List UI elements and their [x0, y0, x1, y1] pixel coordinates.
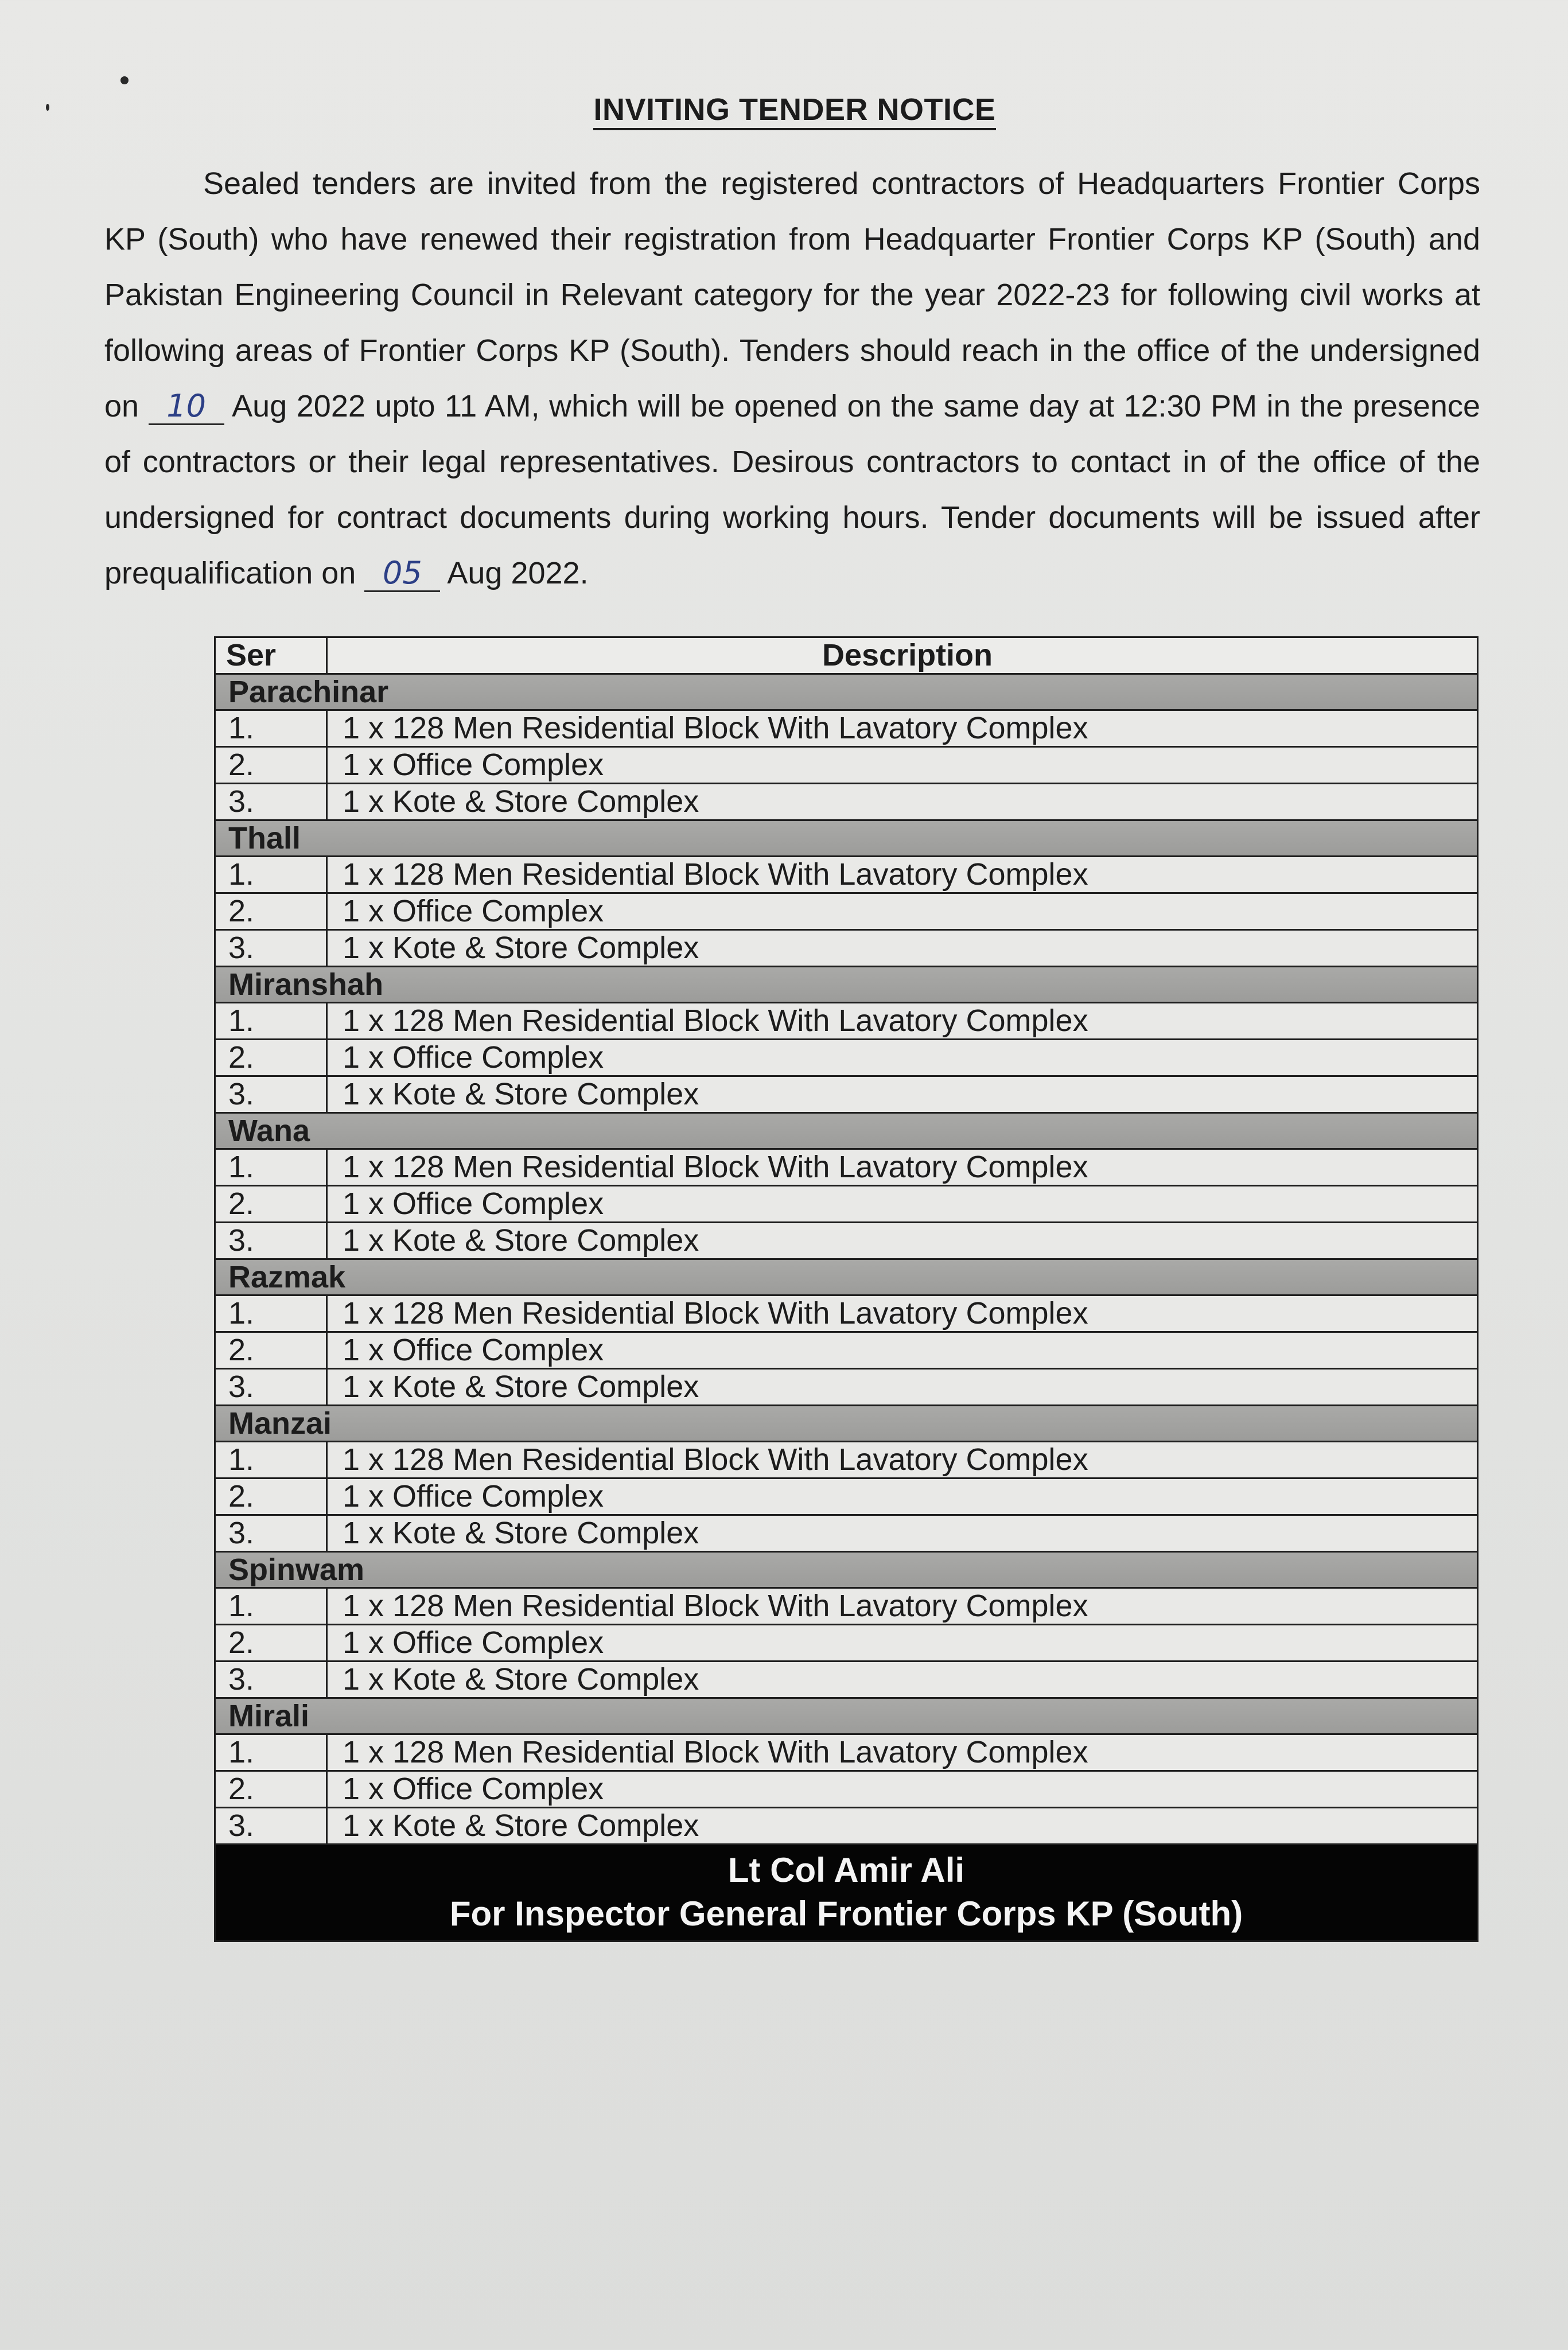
table-row: [215, 1076, 1478, 1113]
para-intro: Sealed tenders are invited from the registered contractors of Headquarters Frontier Corps KP (South) who have renewed their registration from Headquarter Frontier Corps KP (South) and Pakistan Engineering Council in Relevant category for the year 2022-23 for following civil works at following areas of Frontier Corps KP (South). Tenders should reach in the office of the undersigned on: [104, 166, 1480, 423]
row-description: 1 x Kote & Store Complex: [327, 784, 1478, 820]
location-group-row: [215, 1406, 1478, 1442]
location-name: Spinwam: [215, 1552, 1478, 1588]
table-row: [215, 1734, 1478, 1771]
row-ser: 1.: [215, 1442, 327, 1479]
row-description: 1 x Office Complex: [327, 1771, 1478, 1808]
table-row: [215, 1479, 1478, 1515]
table-row: [215, 1662, 1478, 1698]
row-ser: 2.: [215, 1040, 327, 1076]
row-description: 1 x 128 Men Residential Block With Lavatory Complex: [327, 1588, 1478, 1625]
row-description: 1 x 128 Men Residential Block With Lavatory Complex: [327, 1295, 1478, 1332]
row-description: 1 x 128 Men Residential Block With Lavatory Complex: [327, 1149, 1478, 1186]
row-ser: 1.: [215, 857, 327, 893]
table-row: [215, 893, 1478, 930]
table-row: [215, 1588, 1478, 1625]
works-table: [214, 636, 1478, 1942]
row-ser: 2.: [215, 1771, 327, 1808]
row-description: 1 x Kote & Store Complex: [327, 930, 1478, 967]
row-ser: 2.: [215, 1625, 327, 1662]
notice-paragraph: [104, 156, 1480, 601]
table-row: [215, 1295, 1478, 1332]
row-description: 1 x 128 Men Residential Block With Lavatory Complex: [327, 1734, 1478, 1771]
location-group-row: [215, 820, 1478, 857]
row-ser: 3.: [215, 1223, 327, 1259]
table-row: [215, 1442, 1478, 1479]
row-description: 1 x Office Complex: [327, 747, 1478, 784]
row-description: 1 x 128 Men Residential Block With Lavatory Complex: [327, 1442, 1478, 1479]
table-row: [215, 1515, 1478, 1552]
row-ser: 2.: [215, 1479, 327, 1515]
row-ser: 3.: [215, 930, 327, 967]
row-ser: 2.: [215, 1332, 327, 1369]
table-row: [215, 930, 1478, 967]
row-description: 1 x 128 Men Residential Block With Lavatory Complex: [327, 710, 1478, 747]
table-row: [215, 1332, 1478, 1369]
table-row: [215, 1625, 1478, 1662]
location-name: Mirali: [215, 1698, 1478, 1734]
location-group-row: [215, 1552, 1478, 1588]
table-row: [215, 747, 1478, 784]
notice-title: [0, 92, 1568, 127]
row-description: 1 x Kote & Store Complex: [327, 1515, 1478, 1552]
row-description: 1 x 128 Men Residential Block With Lavatory Complex: [327, 857, 1478, 893]
location-name: Thall: [215, 820, 1478, 857]
row-description: 1 x Office Complex: [327, 893, 1478, 930]
row-description: 1 x Kote & Store Complex: [327, 1223, 1478, 1259]
location-group-row: [215, 1698, 1478, 1734]
location-group-row: [215, 1113, 1478, 1149]
para-end: Aug 2022.: [447, 556, 589, 590]
table-row: [215, 1040, 1478, 1076]
signature-row: [215, 1845, 1478, 1942]
location-name: Wana: [215, 1113, 1478, 1149]
table-row: [215, 857, 1478, 893]
row-description: 1 x Office Complex: [327, 1186, 1478, 1223]
table-row: [215, 1808, 1478, 1845]
location-group-row: [215, 674, 1478, 710]
row-description: 1 x Kote & Store Complex: [327, 1076, 1478, 1113]
row-ser: 2.: [215, 747, 327, 784]
row-ser: 1.: [215, 1588, 327, 1625]
row-ser: 1.: [215, 710, 327, 747]
table-row: [215, 784, 1478, 820]
header-description: Description: [327, 637, 1478, 674]
location-group-row: [215, 967, 1478, 1003]
row-description: 1 x 128 Men Residential Block With Lavatory Complex: [327, 1003, 1478, 1040]
row-description: 1 x Kote & Store Complex: [327, 1369, 1478, 1406]
handwritten-prequal-date: 05: [364, 556, 440, 592]
table-body: [215, 674, 1478, 1845]
row-ser: 3.: [215, 1369, 327, 1406]
location-name: Manzai: [215, 1406, 1478, 1442]
location-name: Razmak: [215, 1259, 1478, 1295]
row-ser: 1.: [215, 1295, 327, 1332]
location-name: Parachinar: [215, 674, 1478, 710]
row-description: 1 x Office Complex: [327, 1332, 1478, 1369]
row-ser: 1.: [215, 1003, 327, 1040]
row-ser: 1.: [215, 1149, 327, 1186]
paper-speck: [120, 76, 129, 84]
table-header-row: [215, 637, 1478, 674]
table-row: [215, 1223, 1478, 1259]
para-middle: Aug 2022 upto 11 AM, which will be opened on the same day at 12:30 PM in the presence of contractors or their legal representatives. Desirous contractors to contact in of the office of the undersigned for contract documents during working hours. Tender documents will be issued after prequalification on: [104, 389, 1480, 590]
row-ser: 3.: [215, 1662, 327, 1698]
row-description: 1 x Office Complex: [327, 1479, 1478, 1515]
signature-name: Lt Col Amir Ali: [727, 1851, 965, 1889]
table-row: [215, 710, 1478, 747]
header-ser: Ser: [215, 637, 327, 674]
table-row: [215, 1186, 1478, 1223]
row-ser: 3.: [215, 1076, 327, 1113]
row-ser: 2.: [215, 893, 327, 930]
row-ser: 2.: [215, 1186, 327, 1223]
table-row: [215, 1149, 1478, 1186]
location-group-row: [215, 1259, 1478, 1295]
signature-block: [215, 1845, 1478, 1942]
notice-title-text: INVITING TENDER NOTICE: [593, 92, 995, 130]
row-ser: 3.: [215, 784, 327, 820]
table-row: [215, 1771, 1478, 1808]
signature-designation: For Inspector General Frontier Corps KP (South): [449, 1894, 1243, 1933]
row-ser: 3.: [215, 1808, 327, 1845]
handwritten-reach-date: 10: [149, 389, 224, 425]
location-name: Miranshah: [215, 967, 1478, 1003]
row-ser: 1.: [215, 1734, 327, 1771]
table-row: [215, 1003, 1478, 1040]
table-row: [215, 1369, 1478, 1406]
row-description: 1 x Office Complex: [327, 1040, 1478, 1076]
row-ser: 3.: [215, 1515, 327, 1552]
row-description: 1 x Kote & Store Complex: [327, 1808, 1478, 1845]
row-description: 1 x Office Complex: [327, 1625, 1478, 1662]
row-description: 1 x Kote & Store Complex: [327, 1662, 1478, 1698]
